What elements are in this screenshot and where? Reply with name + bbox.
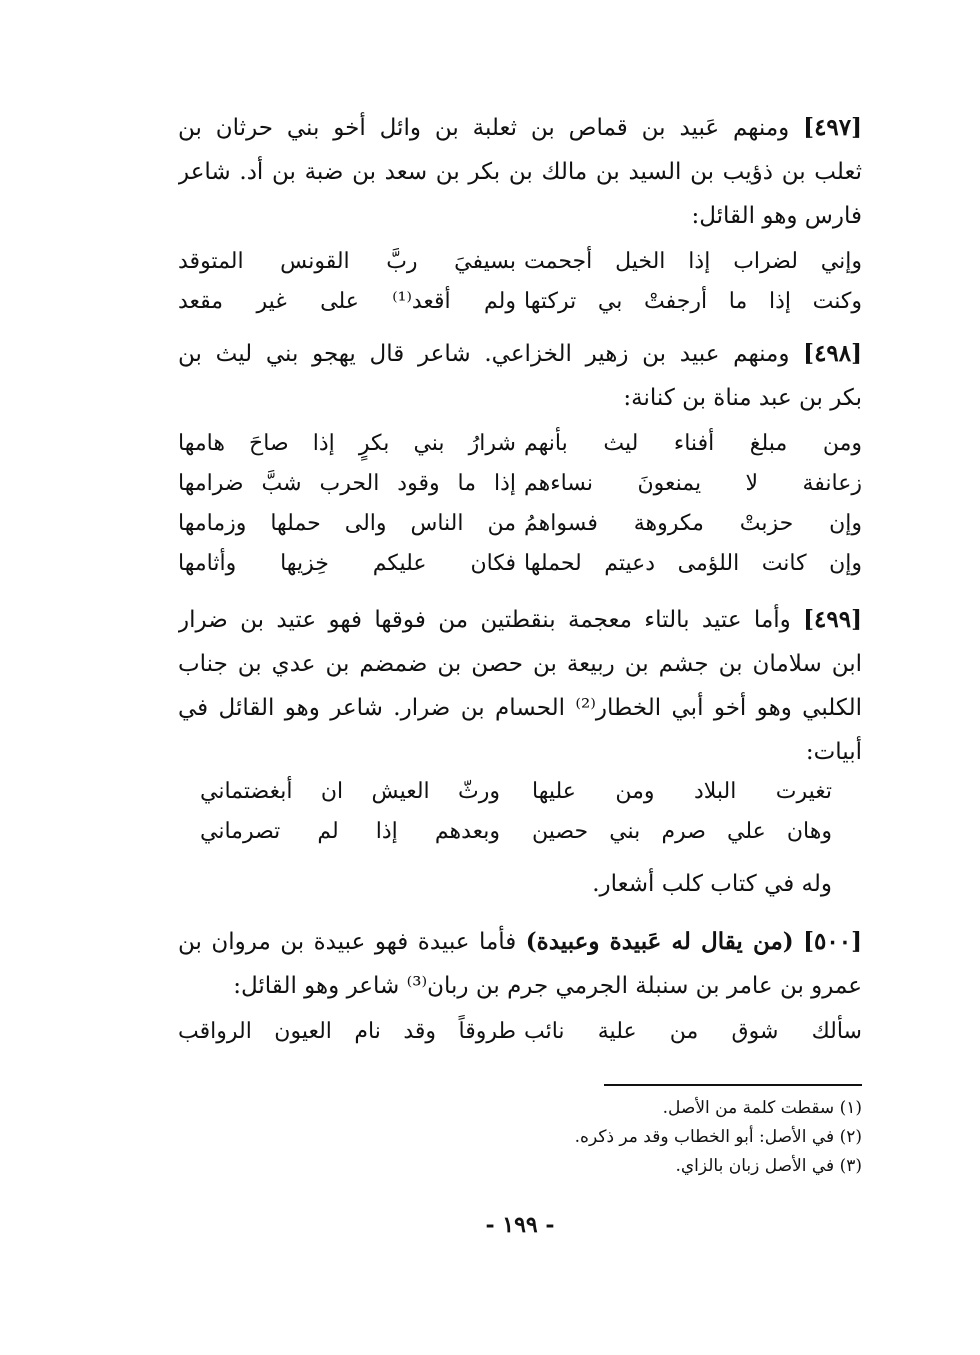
paragraph-line: أبيات: [805,739,862,765]
closing-line: وله في كتاب كلب أشعار. [592,871,832,897]
page-number: - ١٩٩ - [485,1212,555,1238]
verse-second-hemistich: فكان عليكم خِزيها وأثامها [178,551,516,576]
entry-500-verses [178,1012,862,1052]
verse-first-hemistich: ومن مبلغ أفناء ليث بأنهم [524,431,862,456]
verse-line [178,242,862,282]
verse-first-hemistich: وإني لضراب إذا الخيل أجحمت [524,249,862,274]
paragraph-line: الكلبي وهو أخو أبي الخطار⁽²⁾ الحسام بن ضرار. شاعر وهو القائل في [178,695,862,721]
verse-line [178,282,862,322]
verse-first-hemistich: زعانفة لا يمنعونَ نساءهم [524,471,862,496]
paragraph-line: ابن سلامان بن جشم بن ربيعة بن حصن بن ضمضم بن عدي بن جناب [178,651,862,677]
verse-second-hemistich: شرارُ بني بكرٍ إذا صاحَ هامها [178,431,516,456]
entry-499-line-1 [178,598,862,642]
entry-499-note [200,862,832,906]
entry-497-verses [178,242,862,322]
entry-498-paragraph [178,332,862,420]
verse-first-hemistich: وهان علي صرم بني حصين [532,819,832,844]
verse-first-hemistich: تغيرت البلاد ومن عليها [532,779,832,804]
paragraph-text: وأما عتيد بالتاء معجمة بنقطتين من فوقها فهو عتيد بن ضرار [178,607,791,633]
entry-498-verses [178,424,862,584]
entry-heading: (من يقال له عَبيدة وعبيدة) [525,928,794,955]
verse-line [178,1012,862,1052]
verse-line [200,772,832,812]
entry-498-line-1 [178,332,862,376]
footnote-1: (١) سقطت كلمة من الأصل. [662,1098,862,1118]
paragraph-line: ثعلب بن ذؤيب بن السيد بن مالك بن بكر بن سعد بن ضبة بن أد. شاعر [178,159,862,185]
entry-497-paragraph [178,106,862,238]
entry-499-verses [200,772,832,852]
verse-second-hemistich: ولم أقعد⁽¹⁾ على غير مقعد [178,289,516,314]
footnote-separator [604,1084,862,1086]
entry-number: [٥٠٠] [803,928,862,955]
entry-number: [٤٩٧] [803,114,862,141]
entry-500-line-1 [178,920,862,964]
verse-first-hemistich: وكنت إذا ما أرجفتْ بي تركتها [524,289,862,314]
verse-second-hemistich: من الناس والى حملها وزمامها [178,511,516,536]
entry-500-paragraph [178,920,862,1008]
verse-second-hemistich: بسيفيَ ربَّ القونس المتوقد [178,249,516,274]
paragraph-line: بكر بن عبد مناة بن كنانة: [623,385,862,411]
verse-line [200,812,832,852]
verse-line [178,544,862,584]
verse-line [178,504,862,544]
verse-second-hemistich: إذا ما وقود الحرب شبَّ ضرامها [178,471,516,496]
verse-line [178,424,862,464]
verse-second-hemistich: وبعدهم إذا لم تصرماني [200,819,500,844]
entry-497-line-1 [178,106,862,150]
entry-number: [٤٩٨] [803,340,862,367]
verse-first-hemistich: وإن حزبتْ مكروهة فسواهمُ [524,511,862,536]
footnote-2: (٢) في الأصل: أبو الخطاب وقد مر ذكره. [574,1127,862,1147]
footnotes [500,1094,862,1181]
verse-first-hemistich: سألك شوق من علية نائب [524,1019,862,1044]
verse-first-hemistich: وإن كانت اللؤمى دعيتم لحملها [524,551,862,576]
entry-499-paragraph [178,598,862,774]
paragraph-line: عمرو بن عامر بن سنبلة الجرمي جرم بن ربان⁽³⁾ شاعر وهو القائل: [233,973,862,999]
paragraph-line: فارس وهو القائل: [691,203,862,229]
footnote-3: (٣) في الأصل زبان بالزاي. [675,1156,862,1176]
paragraph-text: ومنهم عَبيد بن قماص بن ثعلبة بن وائل أخو بني حرثان بن [178,115,790,141]
paragraph-text: ومنهم عبيد بن زهير الخزاعي. شاعر قال يهجو بني ليث بن [178,341,790,367]
verse-line [178,464,862,504]
verse-second-hemistich: ورثّ العيش ان أبغضتماني [200,779,500,804]
verse-second-hemistich: طروقاً وقد نام العيون الرواقب [178,1019,516,1044]
paragraph-text: فأما عبيدة فهو عبيدة بن مروان بن [178,929,517,955]
entry-number: [٤٩٩] [803,606,862,633]
